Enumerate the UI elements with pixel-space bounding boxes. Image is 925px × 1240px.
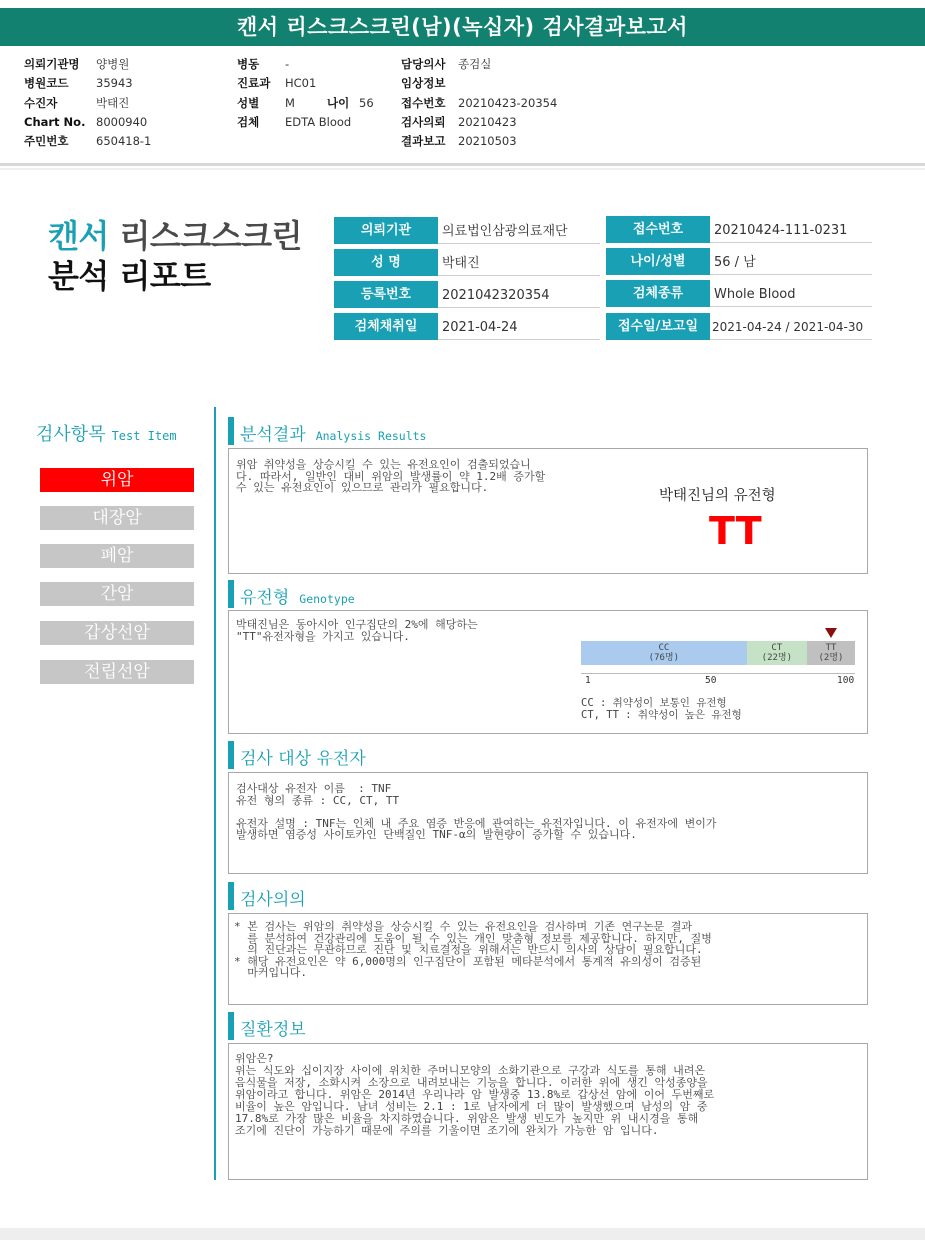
test-item-prostate-cancer[interactable]: 전립선암: [40, 660, 194, 684]
info-value: 박태진: [438, 249, 600, 276]
meta-row: [24, 94, 151, 113]
meta-row: [237, 74, 374, 93]
scale-tick: 1: [585, 675, 591, 686]
meta-row: [24, 113, 151, 132]
section-bar: [228, 882, 234, 910]
meta-row: [237, 113, 374, 132]
report-title-rest: 리스크스크린: [108, 217, 302, 255]
meaning-text: * 본 검사는 위암의 취약성을 상승시킬 수 있는 유전요인을 검사하며 기존 연구논문 결과 를 분석하여 건강관리에 도움이 될 수 있는 개인 맞춤형 정보를 제공합니다. 하지만, 질병 의 진단과는 무관하므로 진단 및 치료결정을 위해서는 반드시 의사의 상담이 필요합니다. * 해당 유전요인은 약 6,000명의 인구집단이 포함된 메타분석에서 통계적 유의성이 검증된 마커입니다.: [234, 920, 712, 979]
meta-row: [237, 55, 374, 74]
meta-row: [24, 132, 151, 151]
meta-key: 결과보고: [401, 134, 446, 149]
meta-key: 병동: [237, 57, 260, 71]
meta-value: HC01: [285, 76, 317, 91]
meta-row: [24, 74, 151, 93]
analysis-title-en: Analysis Results: [315, 429, 427, 443]
meta-value: 양병원: [96, 57, 130, 71]
report-title-line2: 분석 리포트: [48, 257, 211, 295]
sidebar-divider: [214, 407, 216, 1180]
scale-tick: 50: [705, 675, 717, 686]
info-label: 접수일/보고일: [606, 313, 710, 340]
section-bar: [228, 1012, 234, 1040]
meta-value: 20210423: [458, 114, 517, 129]
segment-count: (2명): [818, 653, 844, 663]
test-item-stomach-cancer[interactable]: 위암: [40, 468, 194, 492]
section-bar: [228, 741, 234, 769]
test-item-liver-cancer[interactable]: 간암: [40, 582, 194, 606]
meta-key: 검체: [237, 114, 260, 129]
info-label: 나이/성별: [606, 248, 710, 275]
genotype-box: [228, 610, 868, 734]
info-value: 20210424-111-0231: [710, 216, 872, 243]
meta-value: 35943: [96, 76, 133, 91]
disease-box: [228, 1043, 868, 1180]
meta-key: 의뢰기관명: [24, 57, 80, 71]
page-bottom-strip: [0, 1228, 925, 1240]
gene-section-header: [228, 741, 868, 769]
gene-box: [228, 772, 868, 874]
analysis-box: [228, 448, 868, 574]
meta-row: [401, 132, 557, 151]
info-value: 2021-04-24: [438, 313, 600, 340]
segment-name: CT: [771, 643, 783, 653]
analysis-text: 위암 취약성을 상승시킬 수 있는 유전요인이 검출되었습니 다. 따라서, 일반인 대비 위암의 발생률이 약 1.2배 증가할 수 있는 유전요인이 있으므로 관리가 필요합니다.: [236, 458, 546, 494]
meta-value: M: [285, 95, 295, 110]
info-value: 의료법인삼광의료재단: [438, 217, 600, 244]
meta-value: -: [285, 57, 290, 71]
info-label: 등록번호: [334, 281, 438, 308]
gene-text: 검사대상 유전자 이름 : TNF 유전 형의 종류 : CC, CT, TT 유전자 설명 : TNF는 인체 내 주요 염증 반응에 관여하는 유전자입니다. 이 유전자에 변이가 발생하면 염증성 사이토카인 단백질인 TNF-α의 발현량이 증가할 수 있습니다.: [236, 782, 717, 841]
meta-row: [401, 55, 557, 74]
meta-key: 접수번호: [401, 95, 446, 110]
distribution-segment-ct: [747, 641, 807, 665]
meta-key: 검사의뢰: [401, 114, 446, 129]
analysis-section-header: [228, 417, 868, 445]
meta-row: [237, 94, 374, 113]
info-value: 2021042320354: [438, 281, 600, 308]
test-item-thyroid-cancer[interactable]: 갑상선암: [40, 621, 194, 645]
test-item-heading-en: Test Item: [111, 429, 177, 443]
meta-row: [401, 113, 557, 132]
info-label: 검체채취일: [334, 313, 438, 340]
segment-name: CC: [658, 643, 670, 653]
disease-section-header: [228, 1012, 868, 1040]
genotype-title-en: Genotype: [299, 592, 355, 606]
info-value: 56 / 남: [710, 248, 872, 275]
meta-column-1: [24, 55, 151, 151]
report-header-title: 캔서 리스크스크린(남)(녹십자) 검사결과보고서: [0, 8, 925, 46]
meta-value: 20210503: [458, 134, 517, 149]
meaning-section-header: [228, 882, 868, 910]
info-value: 2021-04-24 / 2021-04-30: [710, 313, 872, 340]
report-title-accent: 캔서: [48, 217, 109, 255]
genotype-section-title: [240, 583, 355, 608]
meaning-section-title: 검사의의: [240, 890, 306, 910]
meta-row: [24, 55, 151, 74]
meta-value: 650418-1: [96, 134, 152, 149]
segment-name: TT: [825, 643, 837, 653]
meta-column-2: [237, 55, 374, 132]
info-label: 성 명: [334, 249, 438, 276]
scale-tick: 100: [837, 675, 855, 686]
header-divider: [0, 163, 925, 166]
info-label: 접수번호: [606, 216, 710, 243]
test-item-colorectal-cancer[interactable]: 대장암: [40, 506, 194, 530]
meta-value: 20210423-20354: [458, 95, 558, 110]
analysis-section-title: [240, 420, 426, 445]
header-divider-shadow: [0, 168, 925, 170]
meta-key: 병원코드: [24, 76, 69, 91]
meta-value: 박태진: [96, 95, 130, 110]
analysis-title-ko: 분석결과: [240, 425, 306, 445]
meta-key: 주민번호: [24, 134, 69, 149]
report-title: [48, 216, 302, 296]
meta-column-3: [401, 55, 557, 151]
test-item-heading-ko: 검사항목: [36, 424, 106, 445]
meta-key: 진료과: [237, 76, 271, 91]
gene-section-title: 검사 대상 유전자: [240, 749, 366, 769]
meta-age-key: 나이: [327, 95, 350, 110]
genotype-text: 박태진님은 동아시아 인구집단의 2%에 해당하는 "TT"유전자형을 가지고 있습니다.: [236, 618, 478, 643]
genotype-title-ko: 유전형: [240, 588, 290, 608]
genotype-marker-icon: [825, 628, 837, 638]
genotype-owner-label: 박태진님의 유전형: [659, 488, 776, 504]
segment-count: (76명): [648, 653, 680, 663]
info-value: Whole Blood: [710, 280, 872, 307]
meta-age-value: 56: [359, 95, 374, 110]
meta-key: 수진자: [24, 95, 58, 110]
genotype-result-value: TT: [709, 509, 762, 553]
meta-value: 종검실: [458, 57, 492, 71]
test-item-heading: [36, 420, 177, 446]
distribution-segment-tt: [807, 641, 855, 665]
meta-key: 성별: [237, 95, 260, 110]
meta-key: 담당의사: [401, 57, 446, 71]
scale-line: [581, 673, 855, 674]
meta-key: Chart No.: [24, 114, 86, 129]
genotype-legend: CC : 취약성이 보통인 유전형 CT, TT : 취약성이 높은 유전형: [581, 697, 742, 721]
disease-section-title: 질환정보: [240, 1020, 306, 1040]
meta-row: [401, 74, 557, 93]
distribution-segment-cc: [581, 641, 747, 665]
test-item-lung-cancer[interactable]: 폐암: [40, 544, 194, 568]
meta-value: EDTA Blood: [285, 114, 352, 129]
meta-key: 임상정보: [401, 76, 446, 91]
info-label: 의뢰기관: [334, 217, 438, 244]
section-bar: [228, 580, 234, 608]
meta-row: [401, 94, 557, 113]
disease-text: 위암은? 위는 식도와 십이지장 사이에 위치한 주머니모양의 소화기관으로 구강과 식도를 통해 내려온 음식물을 저장, 소화시켜 소장으로 내려보내는 기능을 합니다. 이러한 위에 생긴 악성종양을 위암이라고 합니다. 위암은 2014년 우리나라 암 발생중 13.8%로 갑상선 암에 이어 두번째로 비율이 높은 암입니다. 남녀 성비는 2.1 : 1로 남자에게 더 많이 발생했으며 남성의 암 중 17.8%로 가장 많은 비율을 차지하였습니다. 위암은 발생 빈도가 높지만 위 내시경을 통해 조기에 진단이 가능하기 때문에 주의를 기울이면 조기에 완치가 가능한 암 입니다.: [235, 1052, 715, 1137]
meaning-box: [228, 913, 868, 1005]
segment-count: (22명): [761, 653, 793, 663]
info-label: 검체종류: [606, 280, 710, 307]
section-bar: [228, 417, 234, 445]
meta-value: 8000940: [96, 114, 148, 129]
genotype-section-header: [228, 580, 868, 608]
